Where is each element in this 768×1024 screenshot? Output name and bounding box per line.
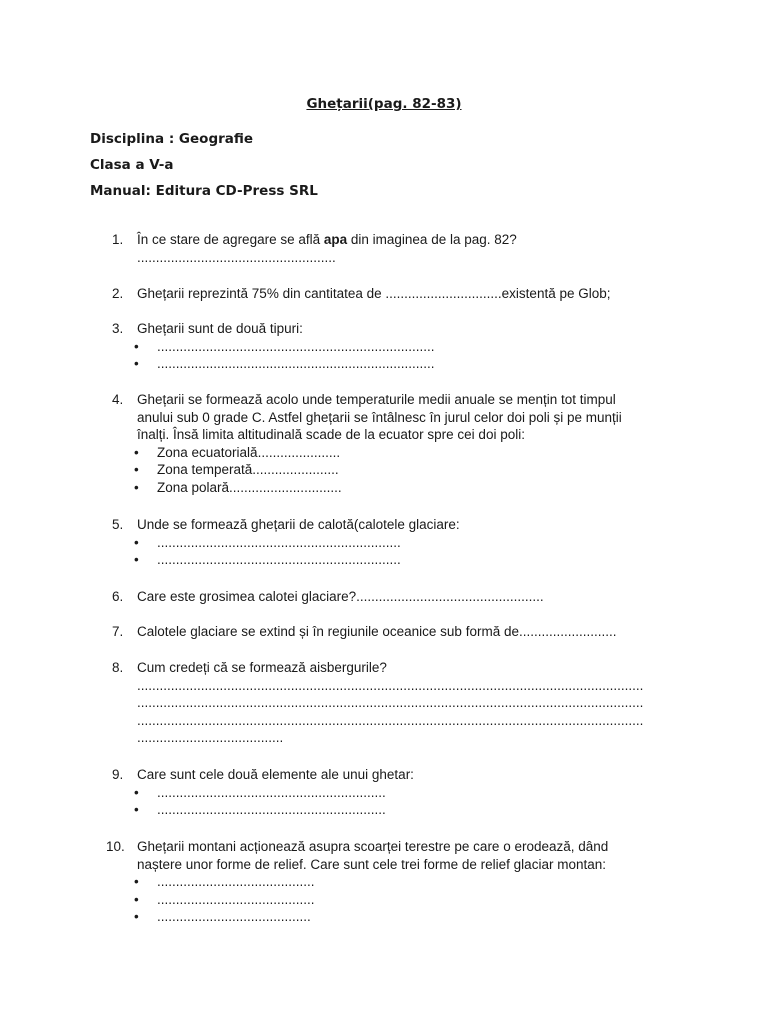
question-number: 1. bbox=[112, 232, 124, 247]
question-text: Calotele glaciare se extind și în regiunile oceanice sub formă de.......................... bbox=[137, 624, 617, 639]
question-text: Unde se formează ghețarii de calotă(calotele glaciare: bbox=[137, 517, 460, 532]
question-number: 10. bbox=[106, 839, 125, 854]
question-text: Care este grosimea calotei glaciare?.................................................. bbox=[137, 589, 544, 604]
question-8 bbox=[112, 659, 692, 747]
question-text: Care sunt cele două elemente ale unui ghetar: bbox=[137, 767, 414, 782]
question-6 bbox=[112, 588, 692, 606]
answer-line[interactable]: ....................................................................................................................................... bbox=[137, 677, 644, 693]
bullet-list bbox=[112, 534, 692, 569]
answer-bullet[interactable]: • .......................................... bbox=[112, 873, 692, 891]
bullet-list bbox=[112, 338, 692, 373]
answer-bullet[interactable]: • ................................................................. bbox=[112, 534, 692, 552]
answer-bullet[interactable]: • ................................................................. bbox=[112, 551, 692, 569]
question-number: 5. bbox=[112, 517, 124, 532]
answer-line[interactable]: ....................................................................................................................................... bbox=[137, 695, 644, 710]
question-1 bbox=[112, 231, 692, 266]
question-number: 7. bbox=[112, 624, 124, 639]
question-10 bbox=[106, 838, 692, 926]
question-text: naștere unor forme de relief. Care sunt cele trei forme de relief glaciar montan: bbox=[137, 856, 606, 872]
question-number: 3. bbox=[112, 321, 124, 336]
question-number: 4. bbox=[112, 392, 124, 407]
zone-bullet[interactable]: • Zona polară.............................. bbox=[112, 479, 692, 497]
question-number: 2. bbox=[112, 286, 124, 301]
question-text: În ce stare de agregare se află apa din imaginea de la pag. 82? bbox=[137, 232, 517, 247]
zone-bullet[interactable]: • Zona temperată....................... bbox=[112, 461, 692, 479]
answer-bullet[interactable]: • ............................................................. bbox=[112, 801, 692, 819]
class-line: Clasa a V-a bbox=[90, 157, 174, 173]
bold-keyword: apa bbox=[323, 232, 348, 247]
question-5 bbox=[112, 516, 692, 569]
manual-line: Manual: Editura CD-Press SRL bbox=[90, 183, 318, 199]
bullet-list bbox=[112, 444, 692, 497]
discipline-line: Disciplina : Geografie bbox=[90, 131, 254, 147]
question-text: Ghețarii sunt de două tipuri: bbox=[137, 321, 303, 336]
question-number: 9. bbox=[112, 767, 124, 782]
answer-line[interactable]: ....................................................................................................................................... bbox=[137, 712, 644, 728]
answer-bullet[interactable]: • .......................................................................... bbox=[112, 355, 692, 373]
answer-bullet[interactable]: • .......................................................................... bbox=[112, 338, 692, 356]
question-number: 6. bbox=[112, 589, 124, 604]
question-4 bbox=[112, 391, 692, 496]
question-7 bbox=[112, 623, 692, 641]
answer-bullet[interactable]: • ......................................... bbox=[112, 908, 692, 926]
question-text: Cum credeți că se formează aisbergurile? bbox=[137, 660, 387, 675]
question-text: Ghețarii se formează acolo unde temperaturile medii anuale se mențin tot timpul bbox=[137, 392, 616, 407]
question-text: anului sub 0 grade C. Astfel ghețarii se întâlnesc în jurul celor doi poli și pe munții bbox=[137, 409, 622, 425]
answer-bullet[interactable]: • ............................................................. bbox=[112, 784, 692, 802]
zone-bullet[interactable]: • Zona ecuatorială...................... bbox=[112, 444, 692, 462]
question-number: 8. bbox=[112, 660, 124, 675]
answer-line[interactable]: ....................................... bbox=[137, 730, 284, 745]
question-9 bbox=[112, 766, 692, 819]
question-text: Ghețarii montani acționează asupra scoarței terestre pe care o erodează, dând bbox=[137, 839, 609, 854]
bullet-list bbox=[112, 873, 692, 926]
answer-line[interactable]: ..................................................... bbox=[137, 249, 336, 265]
bullet-list bbox=[112, 784, 692, 819]
question-3 bbox=[112, 320, 692, 373]
question-2 bbox=[112, 285, 692, 303]
page-title: Ghețarii(pag. 82-83) bbox=[306, 96, 462, 112]
question-text: Ghețarii reprezintă 75% din cantitatea de ...............................existentă pe Glob; bbox=[137, 286, 611, 301]
answer-bullet[interactable]: • .......................................... bbox=[112, 891, 692, 909]
question-text: înalți. Însă limita altitudinală scade de la ecuator spre cei doi poli: bbox=[137, 427, 525, 442]
